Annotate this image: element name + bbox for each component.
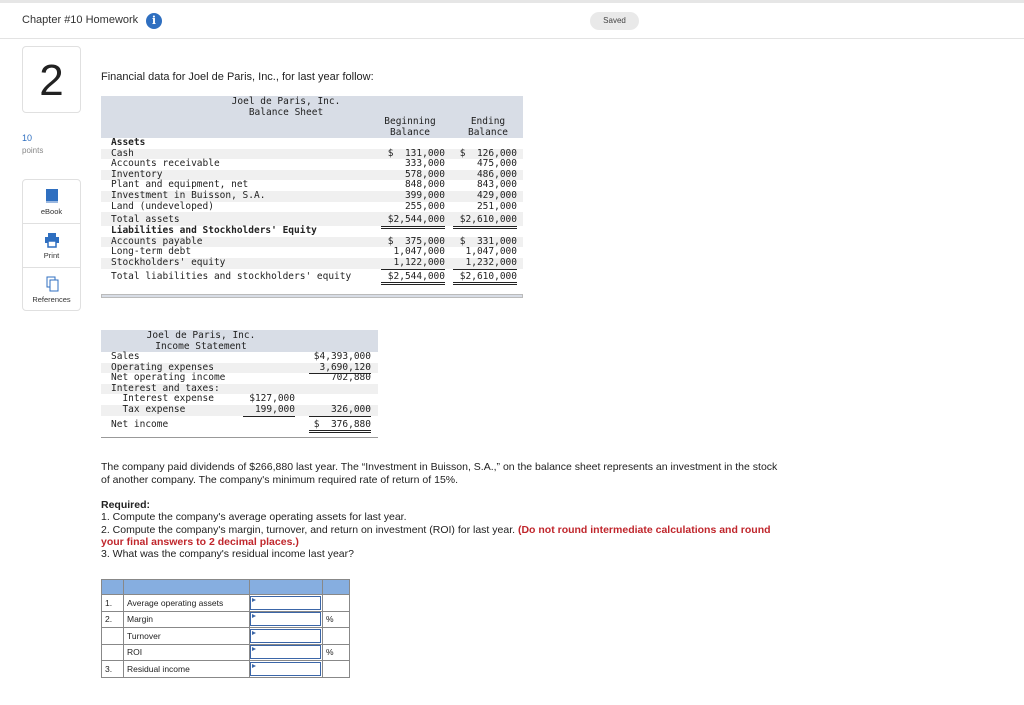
- answer-label: Margin: [124, 611, 250, 628]
- required-item-2: [101, 524, 791, 549]
- answer-unit: [323, 661, 350, 678]
- answer-unit: [323, 595, 350, 612]
- is-col1-value: $127,000: [249, 393, 295, 405]
- answer-row: [102, 611, 350, 628]
- is-col2-value: $ 376,880: [309, 420, 371, 434]
- required-item-3: 3. What was the company's residual income last year?: [101, 548, 354, 561]
- bs-row-label: Total liabilities and stockholders' equity: [111, 270, 352, 282]
- bs-row-label: Inventory: [111, 168, 163, 180]
- bs-ending-value: 475,000: [476, 158, 517, 170]
- bs-row: [101, 202, 523, 213]
- answer-unit: %: [323, 644, 350, 661]
- bs-row-label: Investment in Buisson, S.A.: [111, 189, 266, 201]
- question-number: 2: [22, 46, 81, 113]
- bs-col1-line1: Beginning: [384, 116, 436, 127]
- required-item-1: 1. Compute the company's average operating assets for last year.: [101, 511, 407, 524]
- info-icon[interactable]: i: [146, 13, 162, 29]
- bs-beginning-value: 399,000: [404, 189, 445, 201]
- ebook-button[interactable]: [23, 180, 80, 224]
- bs-divider: [101, 294, 523, 298]
- answer-row: [102, 628, 350, 645]
- problem-paragraph: The company paid dividends of $266,880 last year. The “Investment in Buisson, S.A.,” on the balance sheet represents an investment in the stock of another company. The company's minimum required rate of return of 15%.: [101, 461, 778, 486]
- bs-company: Joel de Paris, Inc.: [231, 96, 341, 107]
- answer-row: [102, 595, 350, 612]
- answer-number: 2.: [102, 611, 124, 628]
- bs-row-label: Plant and equipment, net: [111, 179, 249, 191]
- bs-row: [101, 212, 523, 226]
- answer-label: Average operating assets: [124, 595, 250, 612]
- print-label: Print: [43, 251, 60, 260]
- answer-number: 3.: [102, 661, 124, 678]
- assignment-title: Chapter #10 Homework: [22, 14, 139, 26]
- saved-status-badge: Saved: [590, 12, 639, 30]
- bs-title: Balance Sheet: [248, 106, 324, 118]
- bs-row: [101, 258, 523, 269]
- bs-row-label: Accounts payable: [111, 235, 203, 247]
- bs-ending-value: 251,000: [453, 202, 517, 214]
- balance-sheet-header: [101, 96, 523, 138]
- bs-col1-line2: Balance: [389, 126, 431, 138]
- rounding-note: (Do not round intermediate calculations and round your final answers to 2 decimal places.): [101, 523, 771, 548]
- bs-row: [101, 269, 523, 283]
- printer-icon: [44, 232, 60, 248]
- is-divider: [101, 437, 378, 438]
- is-row-label: Sales: [111, 351, 140, 362]
- bs-ending-value: $ 331,000: [459, 235, 517, 247]
- tools-panel: [22, 179, 81, 311]
- print-button[interactable]: [23, 224, 80, 268]
- answer-unit: [323, 628, 350, 645]
- is-row: [101, 352, 378, 363]
- ebook-label: eBook: [40, 207, 63, 216]
- answer-number: 1.: [102, 595, 124, 612]
- references-button[interactable]: [23, 268, 80, 312]
- answer-table: [101, 579, 350, 678]
- is-col2-value: 326,000: [309, 405, 371, 417]
- is-row-label: Net income: [111, 418, 169, 430]
- bs-ending-value: $2,610,000: [453, 215, 517, 229]
- bs-beginning-value: 1,122,000: [381, 258, 445, 270]
- answer-label: Turnover: [124, 628, 250, 645]
- answer-input[interactable]: [250, 662, 321, 676]
- bs-col2-line1: Ending: [470, 116, 506, 127]
- answer-number: [102, 644, 124, 661]
- bs-row: [101, 191, 523, 202]
- bs-row-label: Cash: [111, 147, 134, 159]
- bs-row-label: Accounts receivable: [111, 158, 220, 170]
- balance-sheet: [101, 96, 523, 292]
- answer-number: [102, 628, 124, 645]
- header-bar: [0, 3, 1024, 39]
- answer-row: [102, 661, 350, 678]
- bs-row-label: Liabilities and Stockholders' Equity: [111, 225, 317, 237]
- is-row-label: Operating expenses: [111, 361, 214, 373]
- bs-row: [101, 159, 523, 170]
- bs-beginning-value: 848,000: [404, 179, 445, 191]
- answer-input[interactable]: [250, 629, 321, 643]
- answer-label: Residual income: [124, 661, 250, 678]
- is-col1-value: 199,000: [243, 405, 295, 417]
- is-row-label: Interest and taxes:: [111, 382, 220, 394]
- is-row-label: Tax expense: [111, 403, 186, 415]
- bs-col2-line2: Balance: [467, 126, 509, 138]
- references-label: References: [32, 295, 71, 304]
- required-item-2-text: 2. Compute the company's margin, turnover, and return on investment (ROI) for last year.: [101, 523, 518, 536]
- bs-beginning-value: 333,000: [404, 158, 445, 170]
- bs-ending-value: $ 126,000: [459, 147, 517, 159]
- bs-beginning-value: 578,000: [404, 168, 445, 180]
- bs-ending-value: $2,610,000: [453, 272, 517, 286]
- required-section: [101, 499, 791, 560]
- bs-row-label: Assets: [111, 137, 146, 148]
- bs-beginning-value: $2,544,000: [381, 272, 445, 286]
- bs-row-label: Total assets: [111, 214, 180, 226]
- income-statement: [101, 330, 378, 432]
- bs-ending-value: 1,232,000: [453, 258, 517, 270]
- answer-label: ROI: [124, 644, 250, 661]
- is-col2-value: 702,880: [330, 372, 371, 384]
- bs-beginning-value: 255,000: [381, 202, 445, 214]
- answer-unit: %: [323, 611, 350, 628]
- bs-ending-value: 486,000: [476, 168, 517, 180]
- is-title: Income Statement: [155, 340, 247, 352]
- bs-row: [101, 138, 523, 149]
- bs-beginning-value: $2,544,000: [381, 215, 445, 229]
- answer-input[interactable]: [250, 596, 321, 610]
- bs-row-label: Land (undeveloped): [111, 200, 214, 212]
- bs-beginning-value: $ 131,000: [387, 147, 445, 159]
- is-col2-value: 3,690,120: [309, 363, 371, 375]
- answer-input[interactable]: [250, 612, 321, 626]
- points-label: points: [22, 146, 44, 155]
- answer-row: [102, 644, 350, 661]
- is-row-label: Net operating income: [111, 372, 226, 384]
- bs-row-label: Stockholders' equity: [111, 256, 226, 268]
- bs-ending-value: 843,000: [476, 179, 517, 191]
- is-row: [101, 405, 378, 416]
- bs-ending-value: 1,047,000: [465, 246, 517, 258]
- intro-text: Financial data for Joel de Paris, Inc., for last year follow:: [101, 71, 374, 83]
- bs-beginning-value: $ 375,000: [387, 235, 445, 247]
- bs-beginning-value: 1,047,000: [393, 246, 445, 258]
- is-company: Joel de Paris, Inc.: [146, 330, 256, 341]
- is-row: [101, 416, 378, 432]
- is-header: [101, 330, 378, 352]
- bs-ending-value: 429,000: [476, 189, 517, 201]
- answer-table-header: [102, 580, 350, 595]
- answer-input[interactable]: [250, 645, 321, 659]
- book-icon: [45, 188, 59, 204]
- is-col2-value: $4,393,000: [313, 351, 371, 362]
- bs-row-label: Long-term debt: [111, 246, 192, 258]
- points-value: 10: [22, 133, 33, 143]
- required-heading: Required:: [101, 499, 151, 511]
- copy-icon: [45, 276, 59, 292]
- is-row-label: Interest expense: [111, 393, 214, 405]
